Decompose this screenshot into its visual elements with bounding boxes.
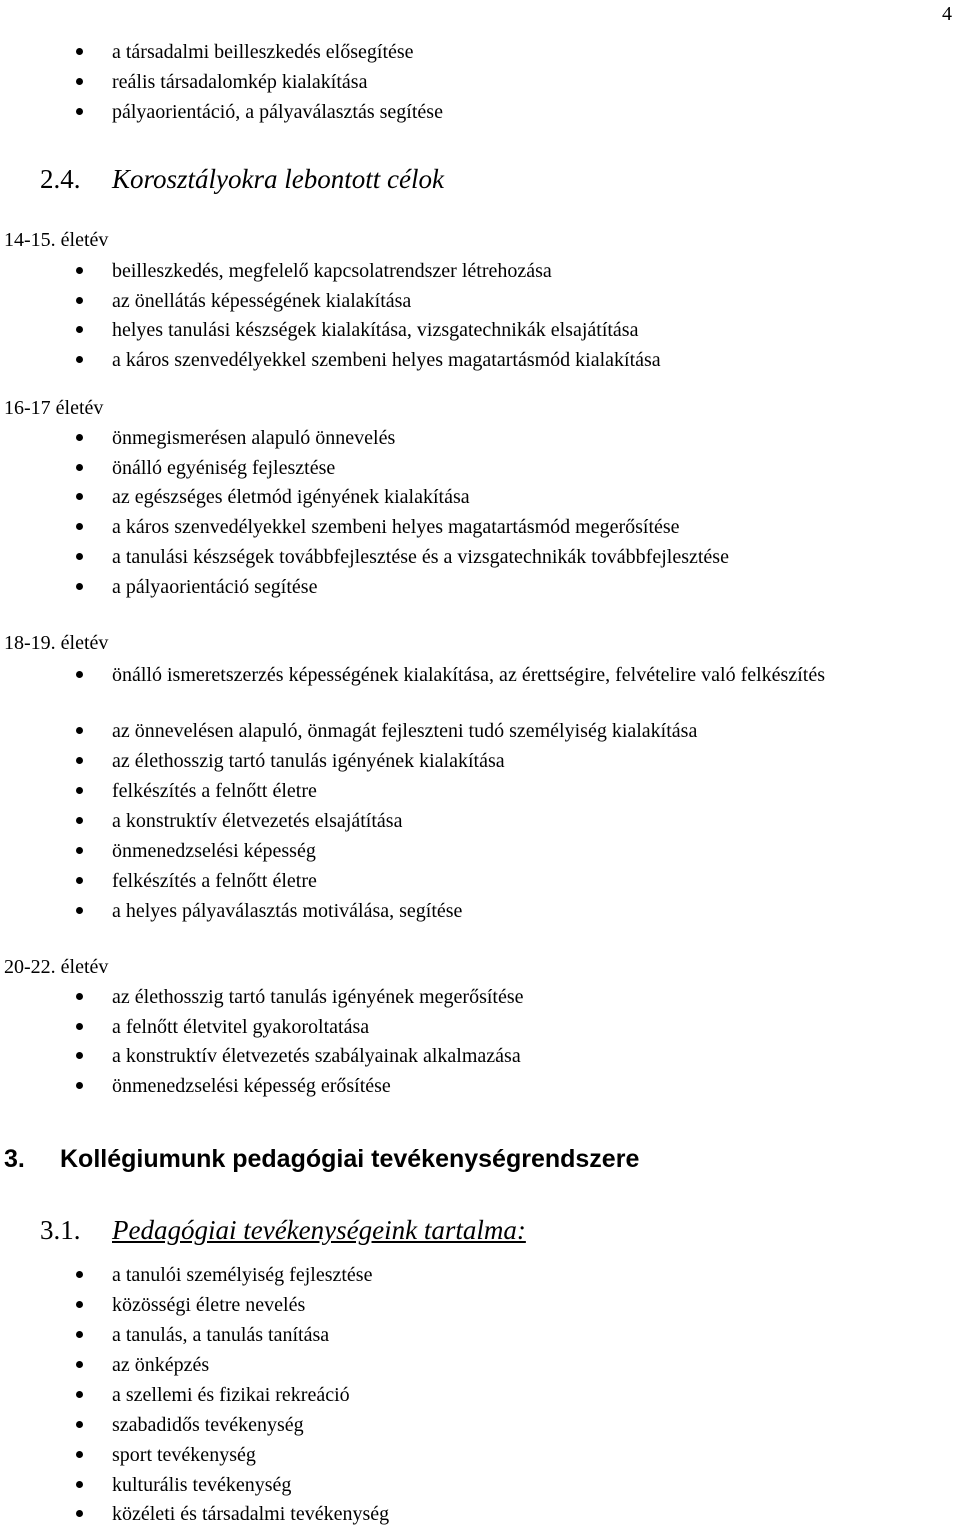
section-heading-2-4 — [40, 166, 81, 193]
bullet-icon — [76, 1361, 83, 1368]
list-item: önmegismerésen alapuló önnevelés — [0, 426, 960, 450]
bullet-icon — [76, 817, 83, 824]
list-item: önálló ismeretszerzés képességének kialakítása, az érettségire, felvételire való felkészítés — [0, 660, 960, 720]
list-item: a konstruktív életvezetés elsajátítása — [0, 809, 960, 833]
bullet-icon — [76, 847, 83, 854]
list-item: kulturális tevékenység — [0, 1473, 960, 1497]
bullet-icon — [76, 48, 83, 55]
age-group-title: 18-19. életév — [4, 632, 109, 654]
bullet-icon — [76, 553, 83, 560]
list-item: beilleszkedés, megfelelő kapcsolatrendszer létrehozása — [0, 259, 960, 283]
list-item: felkészítés a felnőtt életre — [0, 779, 960, 803]
bullet-icon — [76, 1271, 83, 1278]
list-item: a káros szenvedélyekkel szembeni helyes magatartásmód kialakítása — [0, 348, 960, 372]
section-number: 3. — [4, 1145, 25, 1173]
list-item: az élethosszig tartó tanulás igényének megerősítése — [0, 985, 960, 1009]
bullet-icon — [76, 108, 83, 115]
list-item: a szellemi és fizikai rekreáció — [0, 1383, 960, 1407]
list-item: reális társadalomkép kialakítása — [0, 70, 960, 94]
bullet-icon — [76, 1391, 83, 1398]
bullet-icon — [76, 671, 83, 678]
list-item: a tanulói személyiség fejlesztése — [0, 1263, 960, 1287]
list-item: a társadalmi beilleszkedés elősegítése — [0, 40, 960, 64]
list-item: közéleti és társadalmi tevékenység — [0, 1502, 960, 1526]
bullet-icon — [76, 1331, 83, 1338]
bullet-icon — [76, 877, 83, 884]
bullet-icon — [76, 267, 83, 274]
list-item: az élethosszig tartó tanulás igényének kialakítása — [0, 749, 960, 773]
bullet-icon — [76, 727, 83, 734]
bullet-icon — [76, 1451, 83, 1458]
list-item: a konstruktív életvezetés szabályainak alkalmazása — [0, 1044, 960, 1068]
bullet-icon — [76, 356, 83, 363]
section-number: 2.4. — [40, 164, 81, 194]
bullet-icon — [76, 993, 83, 1000]
list-item: a tanulási készségek továbbfejlesztése és a vizsgatechnikák továbbfejlesztése — [0, 545, 960, 569]
bullet-icon — [76, 757, 83, 764]
list-item: önmenedzselési képesség — [0, 839, 960, 863]
bullet-icon — [76, 1481, 83, 1488]
list-item: szabadidős tevékenység — [0, 1413, 960, 1437]
bullet-icon — [76, 523, 83, 530]
list-item: pályaorientáció, a pályaválasztás segítése — [0, 100, 960, 124]
list-item: a tanulás, a tanulás tanítása — [0, 1323, 960, 1347]
list-item: a helyes pályaválasztás motiválása, segítése — [0, 899, 960, 923]
list-item: felkészítés a felnőtt életre — [0, 869, 960, 893]
list-item: önálló egyéniség fejlesztése — [0, 456, 960, 480]
list-item: a pályaorientáció segítése — [0, 575, 960, 599]
bullet-icon — [76, 1052, 83, 1059]
section-title-3-1: Pedagógiai tevékenységeink tartalma: — [112, 1215, 526, 1245]
list-item: a felnőtt életvitel gyakoroltatása — [0, 1015, 960, 1039]
page-number: 4 — [942, 3, 952, 25]
list-item: a káros szenvedélyekkel szembeni helyes magatartásmód megerősítése — [0, 515, 960, 539]
list-item: helyes tanulási készségek kialakítása, vizsgatechnikák elsajátítása — [0, 318, 960, 342]
bullet-icon — [76, 78, 83, 85]
list-item: az önnevelésen alapuló, önmagát fejleszteni tudó személyiség kialakítása — [0, 719, 960, 743]
list-item: az önellátás képességének kialakítása — [0, 289, 960, 313]
bullet-icon — [76, 464, 83, 471]
list-item: az egészséges életmód igényének kialakítása — [0, 485, 960, 509]
section-number: 3.1. — [40, 1215, 81, 1245]
bullet-icon — [76, 583, 83, 590]
section-title-3: Kollégiumunk pedagógiai tevékenységrendszere — [60, 1145, 640, 1173]
bullet-icon — [76, 1082, 83, 1089]
bullet-icon — [76, 326, 83, 333]
bullet-icon — [76, 1023, 83, 1030]
age-group-title: 16-17 életév — [4, 397, 104, 419]
bullet-icon — [76, 434, 83, 441]
list-item: önmenedzselési képesség erősítése — [0, 1074, 960, 1098]
bullet-icon — [76, 297, 83, 304]
bullet-icon — [76, 787, 83, 794]
bullet-icon — [76, 1421, 83, 1428]
age-group-title: 20-22. életév — [4, 956, 109, 978]
list-item: sport tevékenység — [0, 1443, 960, 1467]
section-heading-3-1 — [40, 1217, 81, 1244]
bullet-icon — [76, 1301, 83, 1308]
section-title-2-4: Korosztályokra lebontott célok — [112, 164, 444, 194]
list-item: közösségi életre nevelés — [0, 1293, 960, 1317]
age-group-title: 14-15. életév — [4, 229, 109, 251]
list-item: az önképzés — [0, 1353, 960, 1377]
bullet-icon — [76, 493, 83, 500]
bullet-icon — [76, 907, 83, 914]
bullet-icon — [76, 1510, 83, 1517]
